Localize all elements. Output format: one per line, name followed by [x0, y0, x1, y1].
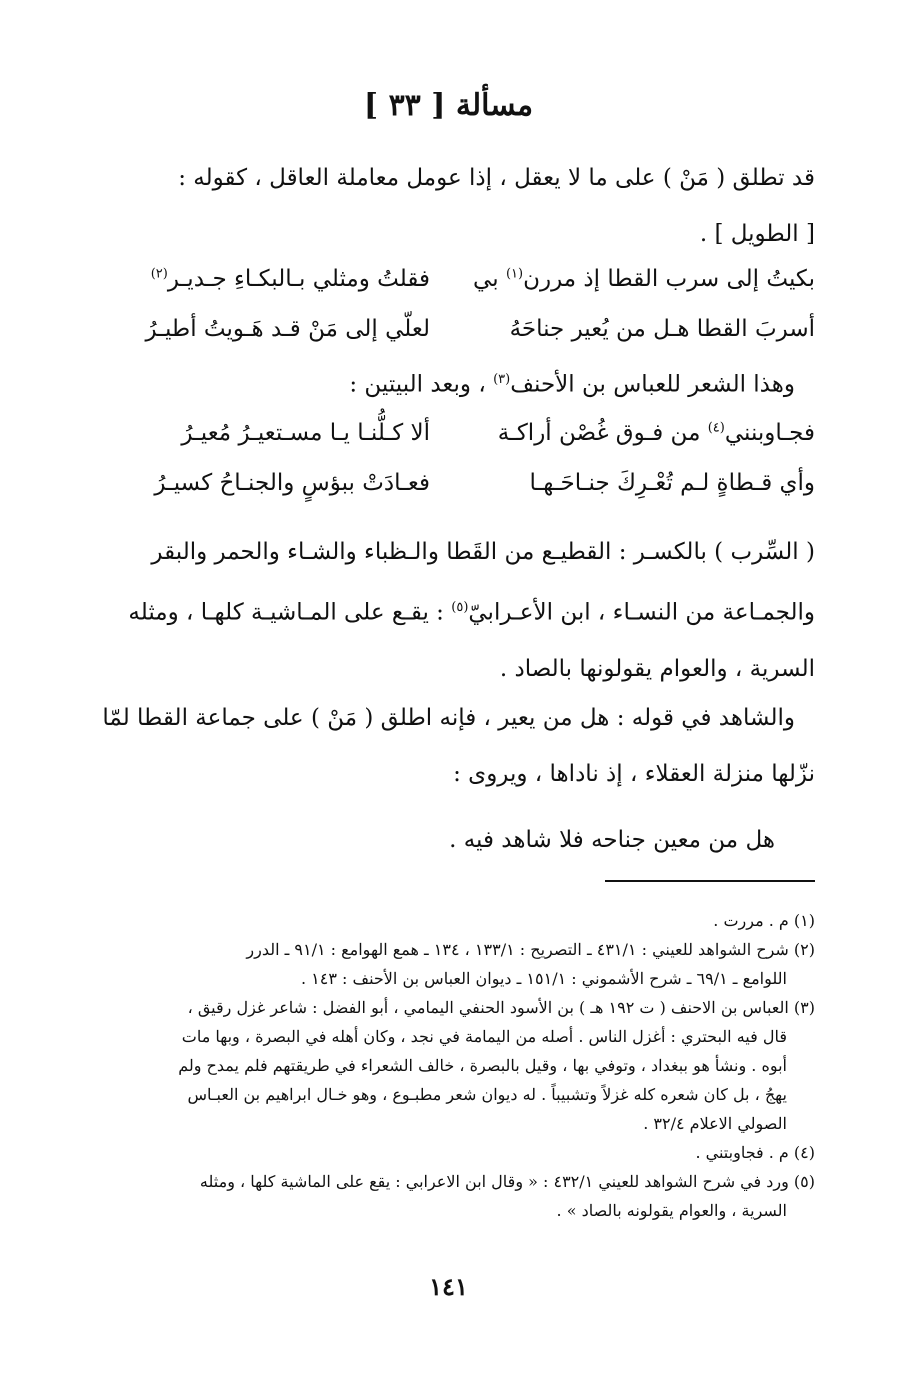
- verse-first-hemistich: وأي قـطاةٍ لـم تُعْـرِكَ جنـاحَـهـا: [529, 470, 815, 496]
- witness-line-1: والشاهد في قوله : هل من يعير ، فإنه اطلق ( مَنْ ) على جماعة القطا لمّا: [102, 705, 795, 731]
- explanation-paragraph: [100, 524, 815, 697]
- explanation-line-1: ( السِّرب ) بالكسـر : القطيـع من القَطا والـظباء والشـاء والحمر والبقر: [151, 539, 815, 565]
- explanation-line-2: والجمـاعة من النسـاء ، ابن الأعـرابيّ$^{(٥)}$ : يقـع على المـاشيـة كلهـا ، ومثله: [128, 599, 815, 626]
- footnote-ref: (٢): [150, 266, 168, 282]
- footnotes: [100, 906, 815, 1225]
- verse-second-hemistich: فعـادَتْ ببؤسٍ والجنـاحُ كسيـرُ: [154, 470, 430, 496]
- footnote-ref: (٣): [493, 372, 511, 387]
- verse-first-hemistich: فجـاوبنني$^{(٤)}$ من فـوق غُصْن أراكـة: [497, 420, 815, 446]
- attribution-line: وهذا الشعر للعباس بن الأحنف$^{(٣)}$ ، وبعد البيتين :: [349, 371, 795, 398]
- verse-row: [100, 470, 815, 520]
- page-number: ١٤١: [429, 1272, 468, 1301]
- footnote-2: (٢) شرح الشواهد للعيني : ٤٣١/١ ـ التصريح : ١٣٣/١ ، ١٣٤ ـ همع الهوامع : ٩١/١ ـ الدرر اللوامع ـ ٦٩/١ ـ شرح الأشموني : ١٥١/١ ـ ديوان العباس بن الأحنف : ١٤٣ .: [246, 940, 815, 988]
- verse-first-hemistich: بكيتُ إلى سرب القطا إذ مررن$^{(١)}$ بي: [473, 266, 815, 292]
- footnote-3: (٣) العباس بن الاحنف ( ت ١٩٢ هـ ) بن الأسود الحنفي اليمامي ، أبو الفضل : شاعر غزل رقيق ، قال فيه البحتري : أغزل الناس . أصله من اليمامة في نجد ، وكان أهله في البصرة ، وبها مات أبوه . ونشأ هو ببغداد ، وتوفي بها ، وقيل بالبصرة ، خالف الشعراء في طريقتهم فلم يمدح ولم يهجُ ، بل كان شعره كله غزلاً وتشبيباً . له ديوان شعر مطبـوع ، وهو خـال ابراهيم بن العبـاس الصولي الاعلام ٣٢/٤ .: [178, 998, 815, 1133]
- intro-line-2: [ الطويل ] .: [699, 221, 815, 247]
- verse-second-hemistich: ألا كـلُّنـا يـا مسـتعيـرُ مُعيـرُ: [181, 420, 430, 446]
- footnote-4: (٤) م . فجاوبتني .: [695, 1143, 815, 1162]
- verse-second-hemistich: لعلّي إلى مَنْ قـد هَـويتُ أطيـرُ: [145, 316, 430, 342]
- footnote-divider: [605, 880, 815, 882]
- intro-paragraph: [100, 150, 815, 262]
- footnote-ref: (١): [505, 266, 524, 282]
- footnote-ref: (٥): [451, 600, 469, 615]
- witness-paragraph: [100, 690, 815, 868]
- witness-line-3: هل من معين جناحه فلا شاهد فيه .: [449, 827, 775, 853]
- footnote-ref: (٤): [707, 420, 725, 436]
- footnote-5: (٥) ورد في شرح الشواهد للعيني ٤٣٢/١ : « وقال ابن الاعرابي : يقع على الماشية كلها ، ومثله السرية ، والعوام يقولونه بالصاد » .: [199, 1172, 815, 1220]
- footnote-1: (١) م . مررت .: [713, 911, 815, 930]
- verse-second-hemistich: فقلتُ ومثلي بـالبكـاءِ جـديـر$^{(٢)}$: [150, 266, 430, 292]
- intro-line-1: قد تطلق ( مَنْ ) على ما لا يعقل ، إذا عومل معاملة العاقل ، كقوله :: [178, 165, 815, 191]
- witness-line-2: نزّلها منزلة العقلاء ، إذ ناداها ، ويروى :: [453, 761, 815, 787]
- verse-row: [100, 420, 815, 470]
- verse-row: [100, 266, 815, 316]
- verse-first-hemistich: أسربَ القطا هـل من يُعير جناحَهُ: [509, 316, 815, 342]
- page-title: مسألة [ ٣٣ ]: [363, 88, 534, 123]
- explanation-line-3: السرية ، والعوام يقولونها بالصاد .: [499, 655, 815, 682]
